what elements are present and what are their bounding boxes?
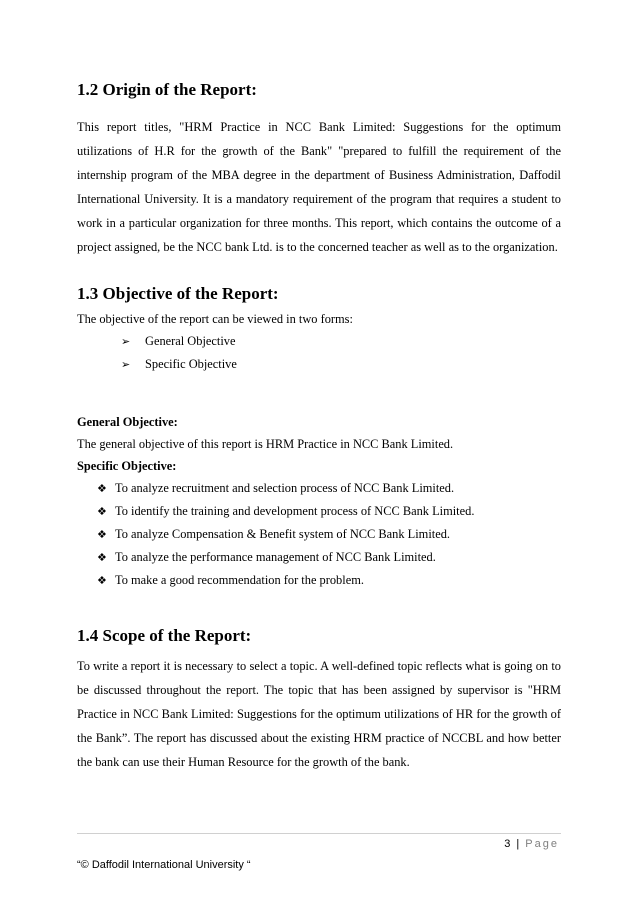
footer-copyright: “© Daffodil International University “ — [77, 859, 251, 871]
list-item — [97, 546, 561, 569]
scope-heading: 1.4 Scope of the Report: — [77, 626, 252, 645]
footer-divider — [77, 833, 561, 834]
specific-objective-heading: Specific Objective: — [77, 459, 177, 473]
diamond-bullet-icon: ❖ — [97, 482, 107, 495]
page-number — [504, 838, 559, 850]
list-item — [121, 330, 561, 353]
list-item-text: Specific Objective — [145, 357, 237, 371]
list-item-text: To analyze recruitment and selection process of NCC Bank Limited. — [115, 481, 455, 495]
list-item — [97, 477, 561, 500]
arrow-bullet-icon: ➢ — [121, 335, 131, 348]
list-item — [97, 569, 561, 592]
list-item-text: To identify the training and development process of NCC Bank Limited. — [115, 504, 475, 518]
diamond-bullet-icon: ❖ — [97, 505, 107, 518]
diamond-bullet-icon: ❖ — [97, 551, 107, 564]
list-item-text: To analyze Compensation & Benefit system of NCC Bank Limited. — [115, 527, 451, 541]
objective-forms-list — [77, 330, 561, 376]
list-item — [97, 523, 561, 546]
origin-paragraph: This report titles, "HRM Practice in NCC Bank Limited: Suggestions for the optimum utilizations of H.R for the growth of the Bank" "prepared to fulfill the requirement of the internship program of the MBA degree in the department of Business Administration, Daffodil International University. It is a mandatory requirement of the program that requires a student to work in a particular organization for three months. This report, which contains the outcome of a project assigned, be the NCC bank Ltd. is to the concerned teacher as well as to the organization. — [77, 120, 561, 254]
list-item — [97, 500, 561, 523]
arrow-bullet-icon: ➢ — [121, 358, 131, 371]
page-number-separator: | — [516, 838, 520, 850]
diamond-bullet-icon: ❖ — [97, 574, 107, 587]
specific-objective-list — [77, 477, 561, 592]
page-content — [77, 80, 561, 774]
scope-paragraph: To write a report it is necessary to select a topic. A well-defined topic reflects what is going on to be discussed throughout the report. The topic that has been assigned by supervisor is "HRM Practice in NCC Bank Limited: Suggestions for the optimum utilizations of HR for the growth of the Bank”. The report has discussed about the existing HRM practice of NCCBL and how better the bank can use their Human Resource for the growth of the bank. — [77, 659, 561, 769]
general-objective-heading: General Objective: — [77, 415, 178, 429]
list-item-text: To make a good recommendation for the problem. — [115, 573, 364, 587]
page-number-value: 3 — [504, 838, 511, 850]
list-item-text: To analyze the performance management of NCC Bank Limited. — [115, 550, 436, 564]
origin-heading: 1.2 Origin of the Report: — [77, 80, 257, 99]
objective-intro: The objective of the report can be viewed in two forms: — [77, 312, 353, 326]
page-word: Page — [525, 838, 559, 850]
diamond-bullet-icon: ❖ — [97, 528, 107, 541]
general-objective-text: The general objective of this report is HRM Practice in NCC Bank Limited. — [77, 437, 454, 451]
list-item — [121, 353, 561, 376]
list-item-text: General Objective — [145, 334, 236, 348]
objective-heading: 1.3 Objective of the Report: — [77, 284, 279, 303]
